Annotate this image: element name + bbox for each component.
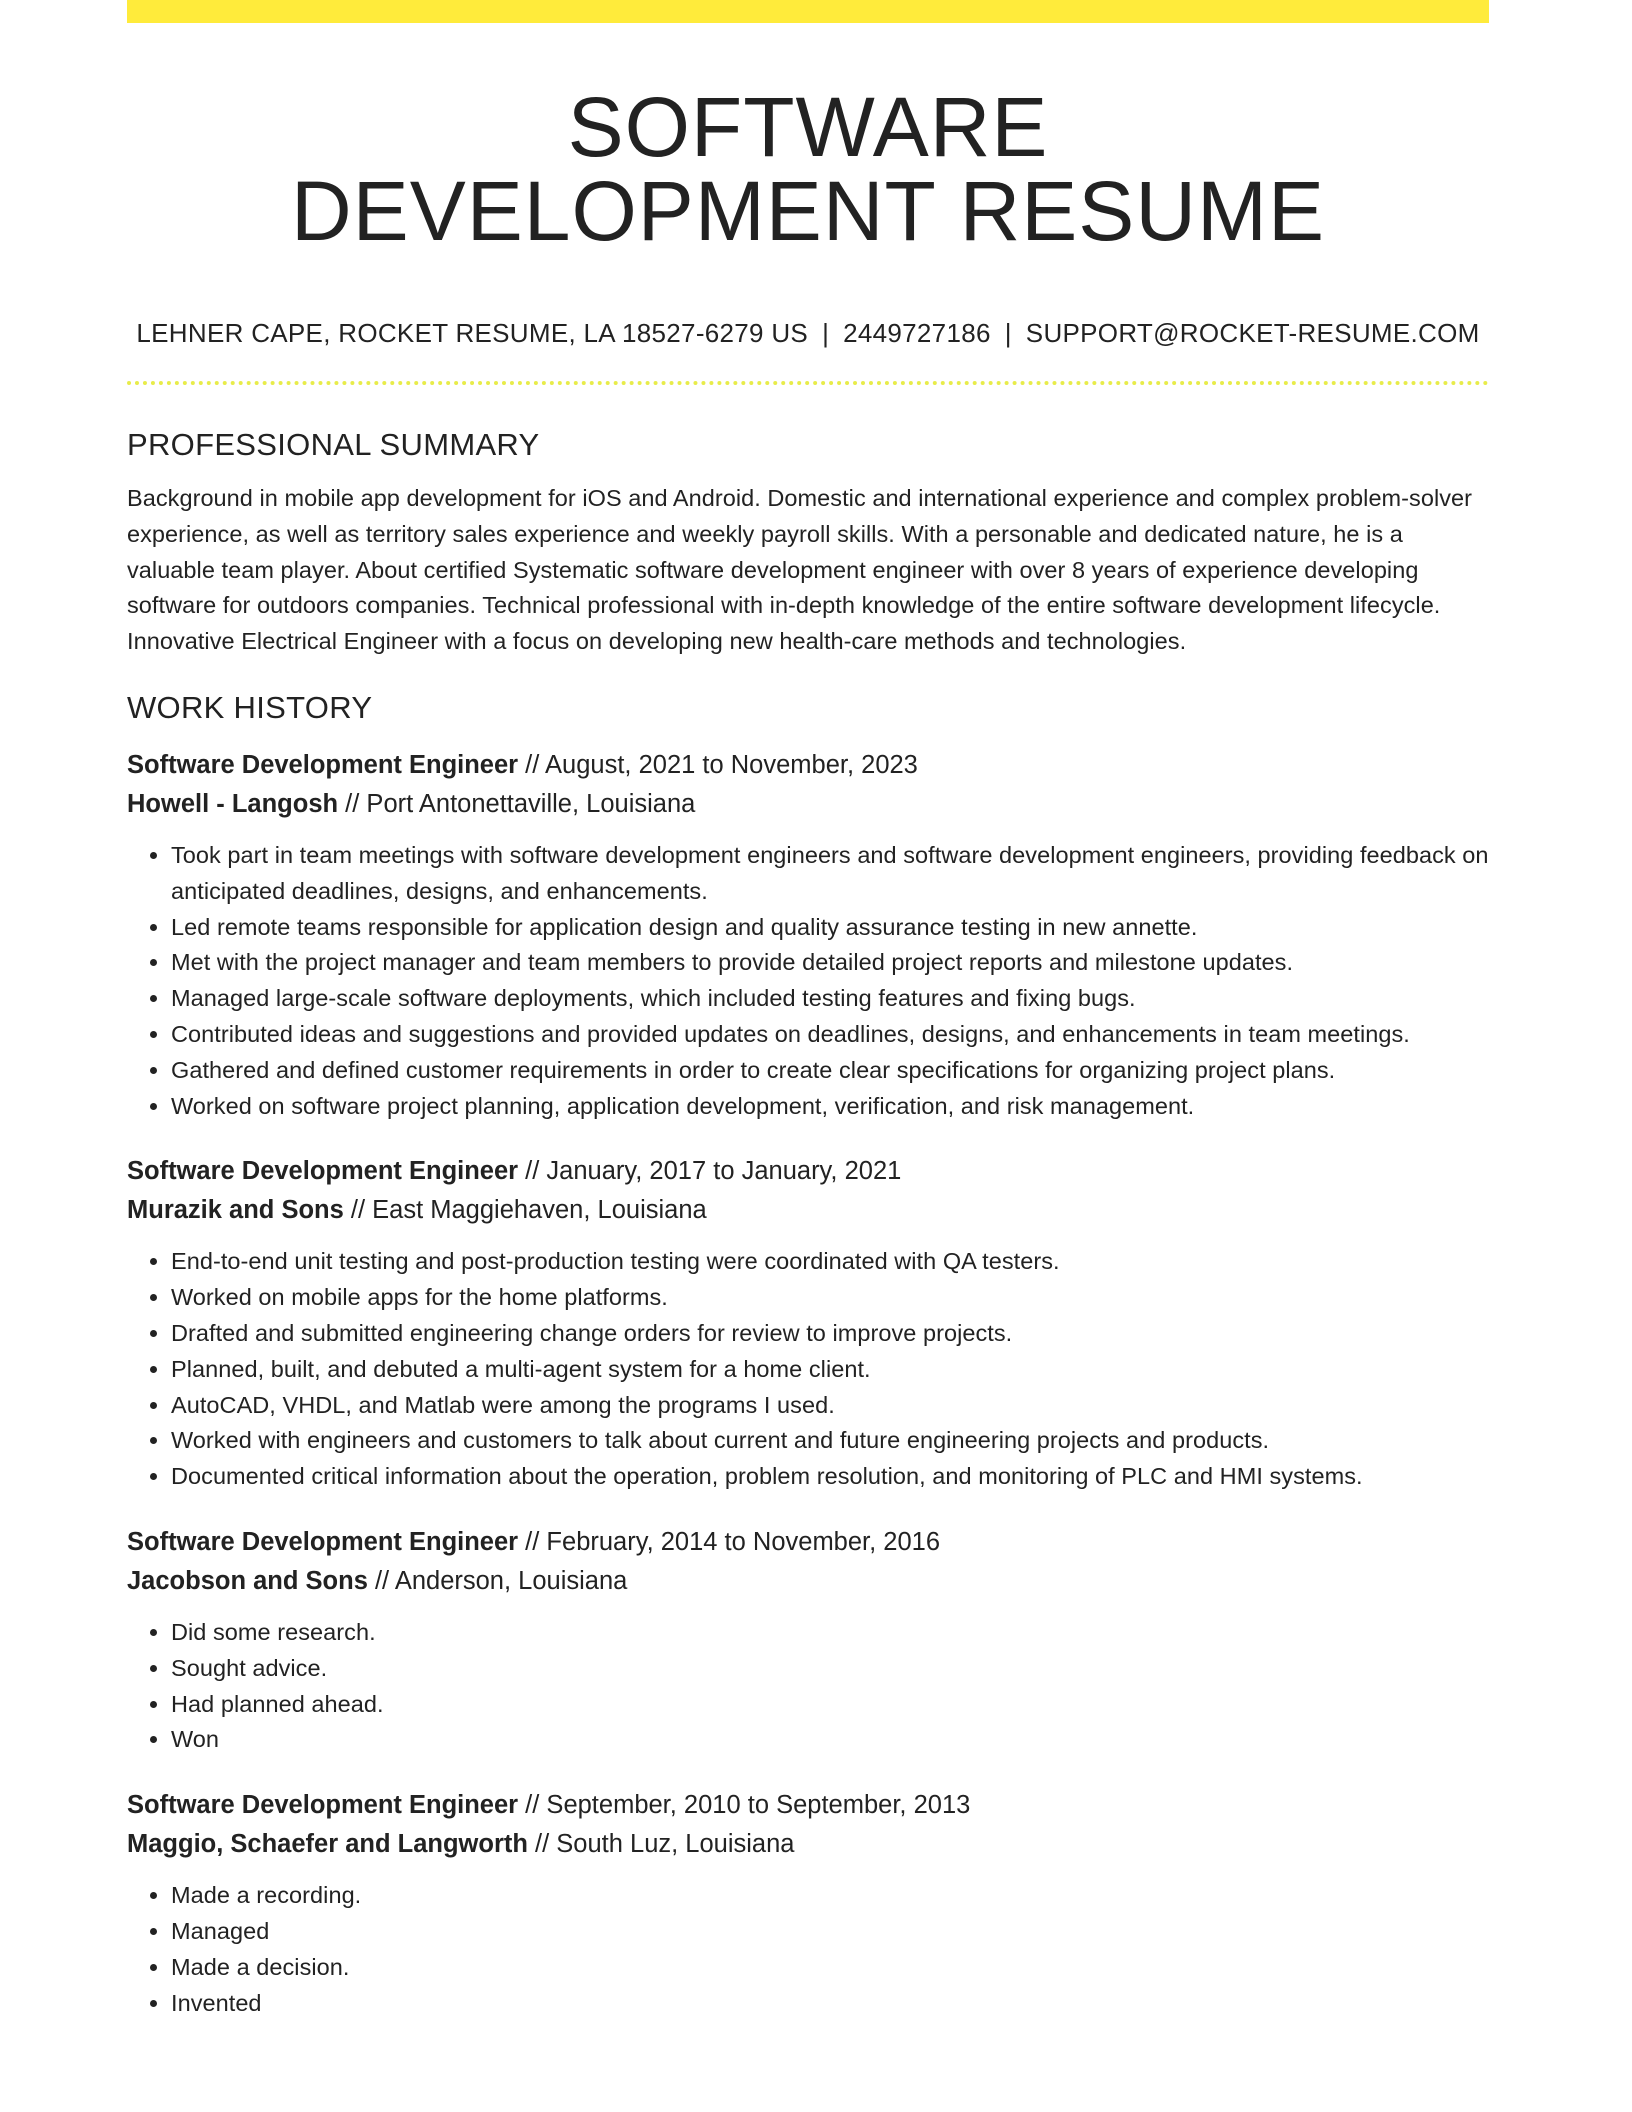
job-title: Software Development Engineer bbox=[127, 1527, 519, 1556]
job-bullet: • Worked with engineers and customers to talk about current and future engineering projects and products. bbox=[171, 1423, 1489, 1459]
job-company: Maggio, Schaefer and Langworth bbox=[127, 1830, 528, 1859]
job-entry bbox=[127, 1523, 1489, 1758]
job-bullet-list bbox=[127, 1878, 1489, 2021]
job-location: // Port Antonettaville, Louisiana bbox=[338, 789, 696, 818]
job-bullet: • Made a decision. bbox=[171, 1950, 1489, 1986]
job-title-line bbox=[127, 1152, 1489, 1191]
title-line-1: SOFTWARE bbox=[567, 80, 1049, 174]
job-bullet-list bbox=[127, 838, 1489, 1124]
contact-line bbox=[127, 315, 1489, 351]
contact-separator: | bbox=[1004, 318, 1012, 348]
work-history-list bbox=[127, 746, 1489, 2021]
job-bullet: • Drafted and submitted engineering change orders for review to improve projects. bbox=[171, 1316, 1489, 1352]
resume-title bbox=[127, 80, 1489, 258]
job-location: // Anderson, Louisiana bbox=[367, 1566, 628, 1595]
summary-text: Background in mobile app development for iOS and Android. Domestic and international experience and complex problem-solver experience, as well as territory sales experience and weekly payroll skills. With a personable and dedicated nature, he is a valuable team player. About certified Systematic software development engineer with over 8 years of experience developing software for outdoors companies. Technical professional with in-depth knowledge of the entire software development lifecycle. Innovative Electrical Engineer with a focus on developing new health-care methods and technologies. bbox=[127, 485, 1473, 655]
job-dates: // January, 2017 to January, 2021 bbox=[518, 1157, 902, 1186]
job-title-line bbox=[127, 1523, 1489, 1562]
job-bullet: • Managed bbox=[171, 1914, 1489, 1950]
job-bullet: • AutoCAD, VHDL, and Matlab were among the programs I used. bbox=[171, 1388, 1489, 1424]
job-company: Murazik and Sons bbox=[127, 1196, 344, 1225]
job-company: Jacobson and Sons bbox=[127, 1566, 368, 1595]
job-bullet: • Took part in team meetings with software development engineers and software development engineers, providing feedback on anticipated deadlines, designs, and enhancements. bbox=[171, 838, 1489, 910]
job-bullet: • Managed large-scale software deployments, which included testing features and fixing bugs. bbox=[171, 981, 1489, 1017]
job-company-line bbox=[127, 1825, 1489, 1864]
contact-address: LEHNER CAPE, ROCKET RESUME, LA 18527-6279 US bbox=[136, 318, 809, 348]
job-bullet: • Invented bbox=[171, 1986, 1489, 2022]
job-company-line bbox=[127, 785, 1489, 824]
job-title: Software Development Engineer bbox=[127, 750, 519, 779]
job-bullet: • Met with the project manager and team members to provide detailed project reports and milestone updates. bbox=[171, 945, 1489, 981]
job-company: Howell - Langosh bbox=[127, 789, 339, 818]
job-title-line bbox=[127, 1786, 1489, 1825]
job-bullet: • Won bbox=[171, 1722, 1489, 1758]
contact-email: SUPPORT@ROCKET-RESUME.COM bbox=[1025, 318, 1480, 348]
contact-phone: 2449727186 bbox=[843, 318, 991, 348]
summary-heading: PROFESSIONAL SUMMARY bbox=[127, 427, 540, 462]
job-bullet: • Planned, built, and debuted a multi-agent system for a home client. bbox=[171, 1352, 1489, 1388]
job-title: Software Development Engineer bbox=[127, 1157, 519, 1186]
job-bullet: • Had planned ahead. bbox=[171, 1687, 1489, 1723]
job-entry bbox=[127, 1786, 1489, 2021]
job-dates: // February, 2014 to November, 2016 bbox=[518, 1527, 941, 1556]
resume-page bbox=[127, 0, 1489, 2021]
job-bullet: • Made a recording. bbox=[171, 1878, 1489, 1914]
job-location: // East Maggiehaven, Louisiana bbox=[343, 1196, 707, 1225]
job-bullet: • Did some research. bbox=[171, 1615, 1489, 1651]
job-bullet: • Documented critical information about the operation, problem resolution, and monitoring of PLC and HMI systems. bbox=[171, 1459, 1489, 1495]
contact-separator: | bbox=[822, 318, 830, 348]
job-entry bbox=[127, 746, 1489, 1124]
job-dates: // September, 2010 to September, 2013 bbox=[518, 1791, 971, 1820]
job-bullet: • Contributed ideas and suggestions and provided updates on deadlines, designs, and enhancements in team meetings. bbox=[171, 1017, 1489, 1053]
job-bullet: • Led remote teams responsible for application design and quality assurance testing in new annette. bbox=[171, 910, 1489, 946]
job-location: // South Luz, Louisiana bbox=[527, 1830, 795, 1859]
job-dates: // August, 2021 to November, 2023 bbox=[518, 750, 918, 779]
job-bullet: • End-to-end unit testing and post-production testing were coordinated with QA testers. bbox=[171, 1244, 1489, 1280]
job-bullet: • Worked on mobile apps for the home platforms. bbox=[171, 1280, 1489, 1316]
job-bullet: • Worked on software project planning, application development, verification, and risk management. bbox=[171, 1089, 1489, 1125]
job-company-line bbox=[127, 1191, 1489, 1230]
title-line-2: DEVELOPMENT RESUME bbox=[291, 164, 1325, 258]
top-accent-bar bbox=[127, 0, 1489, 23]
job-company-line bbox=[127, 1562, 1489, 1601]
job-bullet-list bbox=[127, 1615, 1489, 1758]
dotted-divider bbox=[127, 381, 1489, 385]
job-bullet-list bbox=[127, 1244, 1489, 1495]
job-title: Software Development Engineer bbox=[127, 1791, 519, 1820]
job-bullet: • Sought advice. bbox=[171, 1651, 1489, 1687]
job-entry bbox=[127, 1152, 1489, 1495]
job-title-line bbox=[127, 746, 1489, 785]
work-history-heading: WORK HISTORY bbox=[127, 689, 373, 725]
job-bullet: • Gathered and defined customer requirements in order to create clear specifications for organizing project plans. bbox=[171, 1053, 1489, 1089]
